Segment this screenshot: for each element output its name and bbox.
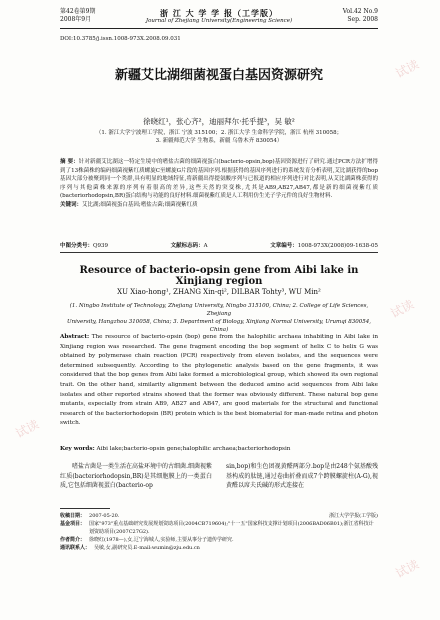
running-header <box>60 8 378 29</box>
footnote-author <box>60 536 378 544</box>
doc-code-field <box>171 241 208 249</box>
affiliation-cn-line: 3. 新疆师范大学 生物系，新疆 乌鲁木齐 830054） <box>155 138 283 144</box>
clc-field <box>60 241 108 249</box>
abstract-en-text: The resource of bacterio-opsin (bop) gene from the halophilic archaea inhabiting in Aibi lake in Xinjiang region was researched. The gene fragment encoding the bop segment of helix C to helix G was obtained by polymerase chain reaction (PCR) respectively from eleven isolates, and the sequences were determined subsequently. According to the phylogenetic analysis based on the gene fragments, it was considered that the bop genes from Aibi lake formed a microbiological group, which showed its own regional trait. On the other hand, similarity alignment between the deduced amino acid sequences from Aibi lake isolates and other reported strains showed that the former was obviously different. These natural bop gene mutants, especially from strain AB9, AB27 and AB47, are good materials for the structural and functional research of the bacteriorhodopsin (BR) protein which is the best biomaterial for man-made retina and photon switch. <box>60 334 379 427</box>
clc-label: 中图分类号： <box>60 243 94 249</box>
abstract-en <box>60 333 378 429</box>
keywords-cn-label: 关键词： <box>60 201 83 208</box>
title-en: Resource of bacterio-opsin gene from Aibi lake in Xinjiang region <box>79 265 359 287</box>
footnote-corresponding <box>60 544 378 552</box>
journal-name-en: Journal of Zhejiang University(Engineering Science) <box>145 18 293 24</box>
keywords-cn <box>60 201 378 210</box>
footnote-label: 作者简介： <box>60 537 86 543</box>
footer-journal-link[interactable]: 浙江大学学报(工学版) <box>329 513 378 519</box>
article-number-label: 文章编号： <box>270 243 298 249</box>
affiliations-en <box>60 302 378 334</box>
abstract-cn <box>60 158 378 209</box>
footnote-divider <box>60 508 110 509</box>
authors-cn: 徐晓红¹，张心齐²，迪丽拜尔·托乎提³，吴 敏² <box>143 117 295 126</box>
classification-row <box>60 241 378 249</box>
doc-code-label: 文献标志码： <box>170 243 204 249</box>
body-text-left: 嗜盐古菌是一类生活在高盐环境中的古细菌.细菌视紫红质(bacteriorhodopsin,BR)是其细胞膜上的一类蛋白质,它包括细菌视蛋白(bacterio-op <box>60 463 212 489</box>
abstract-cn-label: 摘 要： <box>60 159 79 165</box>
footnote-received <box>60 512 378 520</box>
article-number-value: 1008-973X(2008)09-1638-05 <box>297 243 378 249</box>
header-date-en: Sep. 2008 <box>347 16 378 23</box>
article-number-field <box>270 241 378 249</box>
footnote-label: 基金项目： <box>60 521 86 527</box>
header-center <box>60 8 378 25</box>
header-volume-cn: 第42卷第9期 <box>60 8 96 15</box>
affiliations-cn <box>60 129 378 145</box>
footnote-text: 国家"973"重点基础研究发展规划资助项目(2004CB719604);"十一五"国家科技支撑计划项目(2006BAD06B01);浙江省科技计划资助项目(2007C27G2). <box>89 521 374 535</box>
watermark-stamp: 试读 <box>393 57 422 81</box>
footnote-text: 吴敏,女,副研究员.E-mail:wumin@zju.edu.cn <box>94 545 200 551</box>
footnotes <box>60 512 378 552</box>
footnote-funding <box>60 520 378 536</box>
section-divider <box>60 252 378 253</box>
footnote-text: 2007-05-20. <box>89 513 120 519</box>
keywords-en-text: Aibi lake;bacterio-opsin gene;halophilic archaea;bacteriorhodopsin <box>96 446 291 452</box>
header-right <box>343 8 378 24</box>
keywords-cn-text: 艾比湖;细菌视蛋白基因;嗜盐古菌;细菌视紫红质 <box>82 201 198 208</box>
watermark-stamp: 试读 <box>13 417 42 441</box>
header-date-cn: 2008年9月 <box>60 16 92 23</box>
doc-code-value: A <box>203 243 208 249</box>
affiliation-en-line: (1. Ningbo Institute of Technology, Zhejiang University, Ningbo 315100, China; 2. College of Life Sciences, Zhejiang <box>69 303 369 317</box>
journal-name-cn: 浙 江 大 学 学 报（工学版） <box>160 8 278 18</box>
affiliation-en-line: University, Hangzhou 310058, China; 3. Department of Biology, Xinjiang Normal University, Urumqi 830054, China) <box>66 319 372 333</box>
footnote-label: 收稿日期： <box>60 513 86 519</box>
clc-value: Q939 <box>93 243 109 249</box>
header-volume-en: Vol.42 No.9 <box>342 8 378 15</box>
footnote-text: 徐晓红(1978—),女,辽宁海城人,实验师,主要从事分子遗传学研究. <box>89 537 234 543</box>
footnote-label: 通讯联系人： <box>60 545 91 551</box>
watermark-stamp: 试读 <box>393 557 422 581</box>
doi-line: DOI:10.3785/j.issn.1008-973X.2008.09.031 <box>60 36 181 42</box>
keywords-en-label: Key words: <box>60 446 95 452</box>
abstract-cn-text: 针对新疆艾比湖这一特定生境中的嗜盐古菌的细菌视蛋白(bacterio-opsin,bop)基因资源进行了研究.通过PCR方法扩增得到了13株菌株的编码细菌视紫红质螺旋C至螺旋G片段的基因序列.根据获得的基因序列进行的系统发育分析表明,艾比湖获得的bop基因大部分被聚到同一个类群,具有明显的地域特征,将新疆出得提氨酸序列与已报道的相应序列进行对比表明,从艾比湖菌株获得的序列与其他菌株来源的序列有着很高的差异,这些天然的突变株,尤其是AB9,AB27,AB47,都是新的细菌视紫红质(bacteriorhodopsin,BR)蛋白结构与功能的良好材料.细菌视紫红质是人工利用仿生光子学元件的良好生物材料. <box>60 159 378 199</box>
affiliation-cn-line: （1. 浙江大学宁波理工学院，浙江 宁波 315100；2. 浙江大学 生命科学学院，浙江 杭州 310058； <box>95 130 343 136</box>
watermark-stamp: 试读 <box>388 297 417 321</box>
keywords-en <box>60 446 378 452</box>
authors-en: XU Xiao-hong¹, ZHANG Xin-qi², DILBAR Tohty³, WU Min² <box>117 288 321 296</box>
abstract-en-label: Abstract: <box>60 334 90 340</box>
title-cn: 新疆艾比湖细菌视蛋白基因资源研究 <box>114 68 323 83</box>
body-text-right: sin,bop)和生色团视黄醛两部分.bop是由248个氨基酸残基构成的肽链,通过卷曲折叠而成7个跨膜螺旋柱(A-G),视黄醛以席夫氏碱的形式连接在 <box>226 463 378 489</box>
